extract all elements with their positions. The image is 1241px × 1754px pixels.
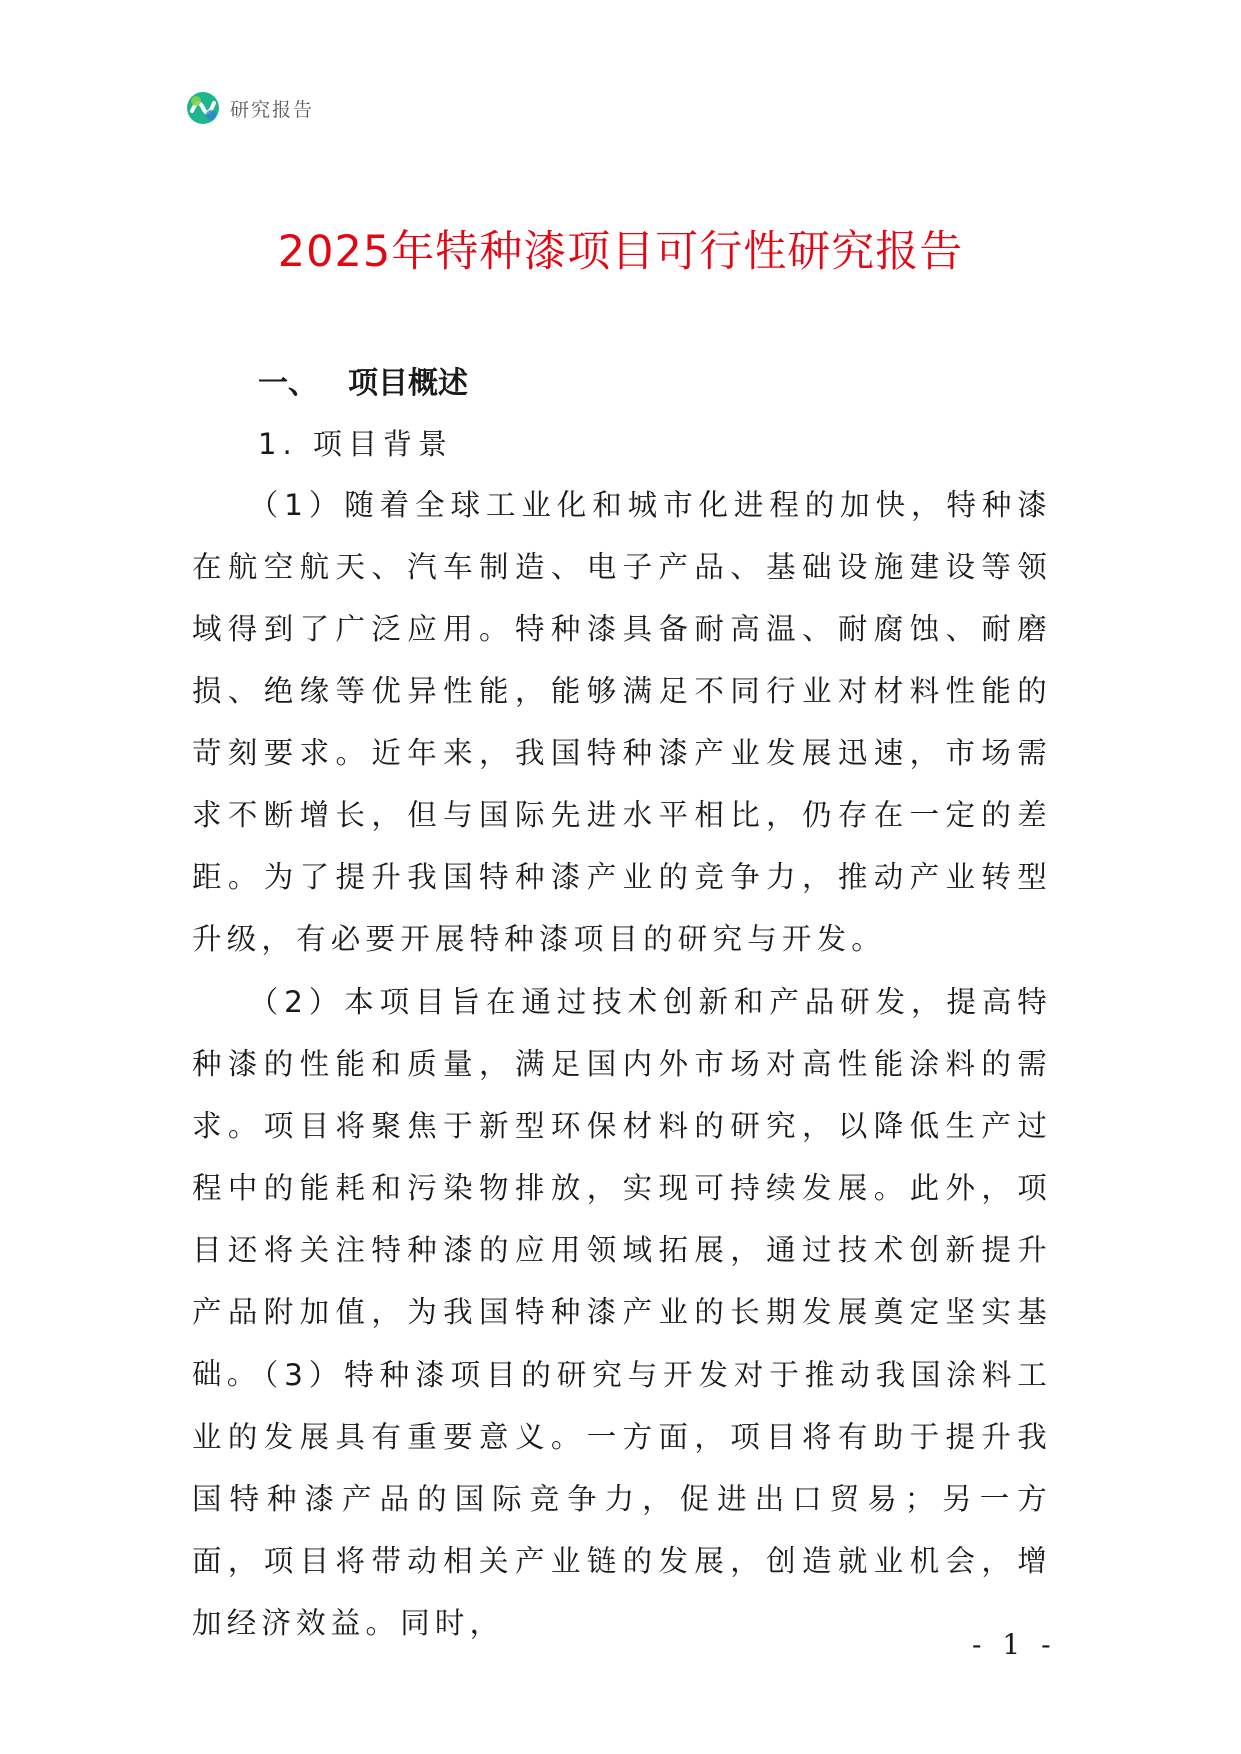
- page-number: - 1 -: [972, 1628, 1057, 1661]
- page-header: [186, 88, 314, 128]
- section-heading: [258, 358, 468, 402]
- subsection-heading: 1. 项目背景: [258, 427, 453, 461]
- paragraph-2: （2）本项目旨在通过技术创新和产品研发，提高特种漆的性能和质量，满足国内外市场对高性能涂料的需求。项目将聚焦于新型环保材料的研究，以降低生产过程中的能耗和污染物排放，实现可持续发展。此外，项目还将关注特种漆的应用领域拓展，通过技术创新提升产品附加值，为我国特种漆产业的长期发展奠定坚实基础。: [192, 985, 1052, 1391]
- paragraph-3: （3）特种漆项目的研究与开发对于推动我国涂料工业的发展具有重要意义。一方面，项目将有助于提升我国特种漆产品的国际竞争力，促进出口贸易；另一方面，项目将带动相关产业链的发展，创造就业机会，增加经济效益。同时，: [192, 1358, 1052, 1640]
- document-title: 2025年特种漆项目可行性研究报告: [277, 227, 964, 277]
- paragraph-1: （1）随着全球工业化和城市化进程的加快，特种漆在航空航天、汽车制造、电子产品、基础设施建设等领域得到了广泛应用。特种漆具备耐高温、耐腐蚀、耐磨损、绝缘等优异性能，能够满足不同行业对材料性能的苛刻要求。近年来，我国特种漆产业发展迅速，市场需求不断增长，但与国际先进水平相比，仍存在一定的差距。为了提升我国特种漆产业的竞争力，推动产业转型升级，有必要开展特种漆项目的研究与开发。: [192, 488, 1052, 956]
- section-title: 项目概述: [348, 366, 468, 401]
- colorful-logo-icon: [186, 91, 220, 125]
- header-label: 研究报告: [230, 98, 315, 121]
- section-number: 一、: [258, 366, 318, 401]
